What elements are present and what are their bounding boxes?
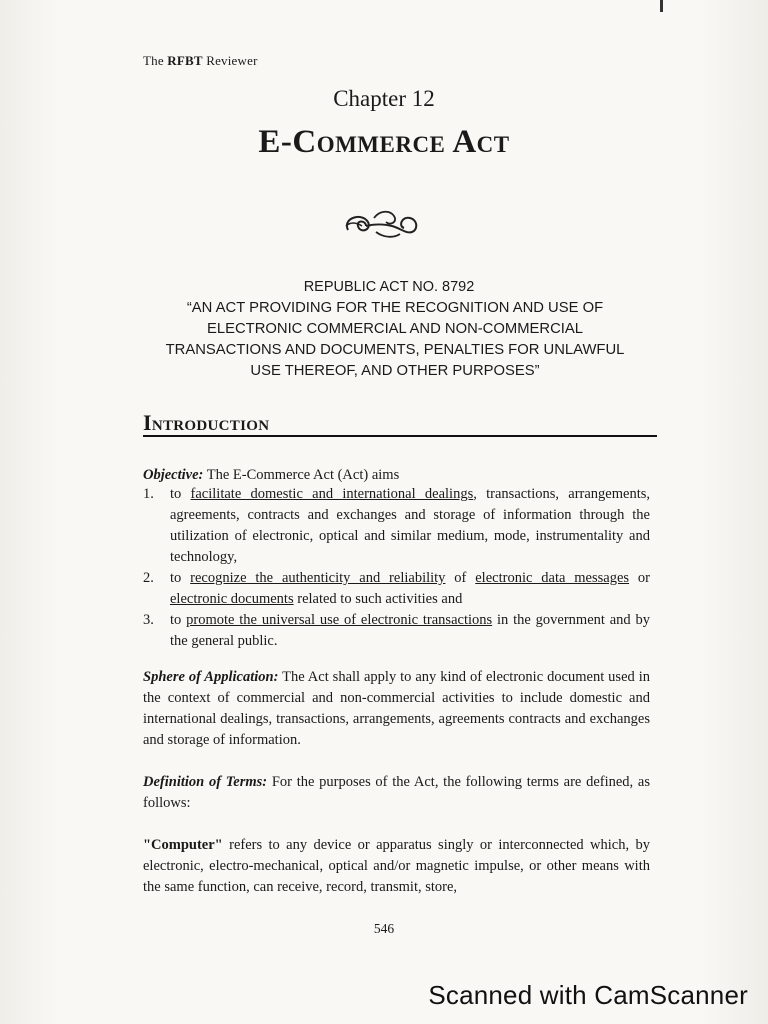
header-book: RFBT [167, 53, 203, 68]
underlined-phrase: electronic data messages [475, 570, 630, 586]
sphere-paragraph [143, 667, 650, 751]
list-item-text: to [170, 612, 187, 628]
list-item-text: related to such activities and [293, 591, 463, 607]
definition-paragraph [143, 772, 650, 814]
definition-label: Definition of Terms: [143, 774, 268, 790]
flourish-ornament-icon [340, 204, 420, 244]
scan-edge-mark [660, 0, 663, 12]
act-title: “AN ACT PROVIDING FOR THE RECOGNITION AND USE OF ELECTRONIC COMMERCIAL AND NON-COMMERCIAL TRANSACTIONS AND DOCUMENTS, PENALTIES FOR UNLAWFUL USE THEREOF, AND OTHER PURPOSES” [165, 300, 625, 379]
sphere-text: The Act shall apply to any kind of electronic document used in the context of commercial and non-commercial activities to include domestic and international dealings, transactions, arrangements, agreements contracts and exchanges and storage of information. [143, 669, 650, 748]
section-divider [143, 435, 657, 437]
sphere-label: Sphere of Application: [143, 669, 279, 685]
underlined-phrase: facilitate domestic and international dealings [190, 486, 474, 502]
objective-label: Objective: [143, 467, 204, 483]
underlined-phrase: promote the universal use of electronic transactions [186, 612, 493, 628]
list-item [143, 484, 650, 568]
scanner-watermark: Scanned with CamScanner [428, 980, 748, 1010]
list-item [143, 610, 650, 652]
header-suffix: Reviewer [202, 53, 258, 68]
underlined-phrase: electronic documents [170, 591, 294, 607]
chapter-title: E-Commerce Act [258, 124, 510, 160]
running-header [143, 53, 258, 69]
objective-paragraph [143, 465, 650, 486]
section-heading-introduction: Introduction [143, 410, 270, 435]
header-prefix: The [143, 53, 168, 68]
act-number: REPUBLIC ACT NO. 8792 [303, 279, 475, 295]
list-item [143, 568, 650, 610]
underlined-phrase: recognize the authenticity and reliability [190, 570, 446, 586]
list-item-text: to [170, 486, 191, 502]
computer-definition-text: refers to any device or apparatus singly or interconnected which, by electronic, electro-mechanical, optical and/or magnetic impulse, or other means with the same function, can receive, record, transmit, store, [143, 837, 650, 895]
list-item-text: or [629, 570, 651, 586]
list-item-text: in the government and by the general public. [170, 612, 651, 649]
list-item-number: 3. [143, 612, 154, 628]
list-item-number: 2. [143, 570, 154, 586]
objective-list [143, 484, 650, 652]
definition-text: For the purposes of the Act, the following terms are defined, as follows: [143, 774, 650, 811]
chapter-label: Chapter 12 [333, 86, 435, 111]
computer-definition-paragraph [143, 835, 650, 898]
page-number: 546 [373, 921, 395, 936]
objective-text: The E-Commerce Act (Act) aims [203, 467, 400, 483]
computer-term: "Computer" [143, 837, 223, 853]
list-item-text: to [170, 570, 191, 586]
list-item-number: 1. [143, 486, 154, 502]
list-item-text: of [445, 570, 476, 586]
list-item-text: , transactions, arrangements, agreements, contracts and exchanges and storage of information through the utilization of electronic, optical and similar medium, mode, instrumentality and technology, [170, 486, 651, 565]
